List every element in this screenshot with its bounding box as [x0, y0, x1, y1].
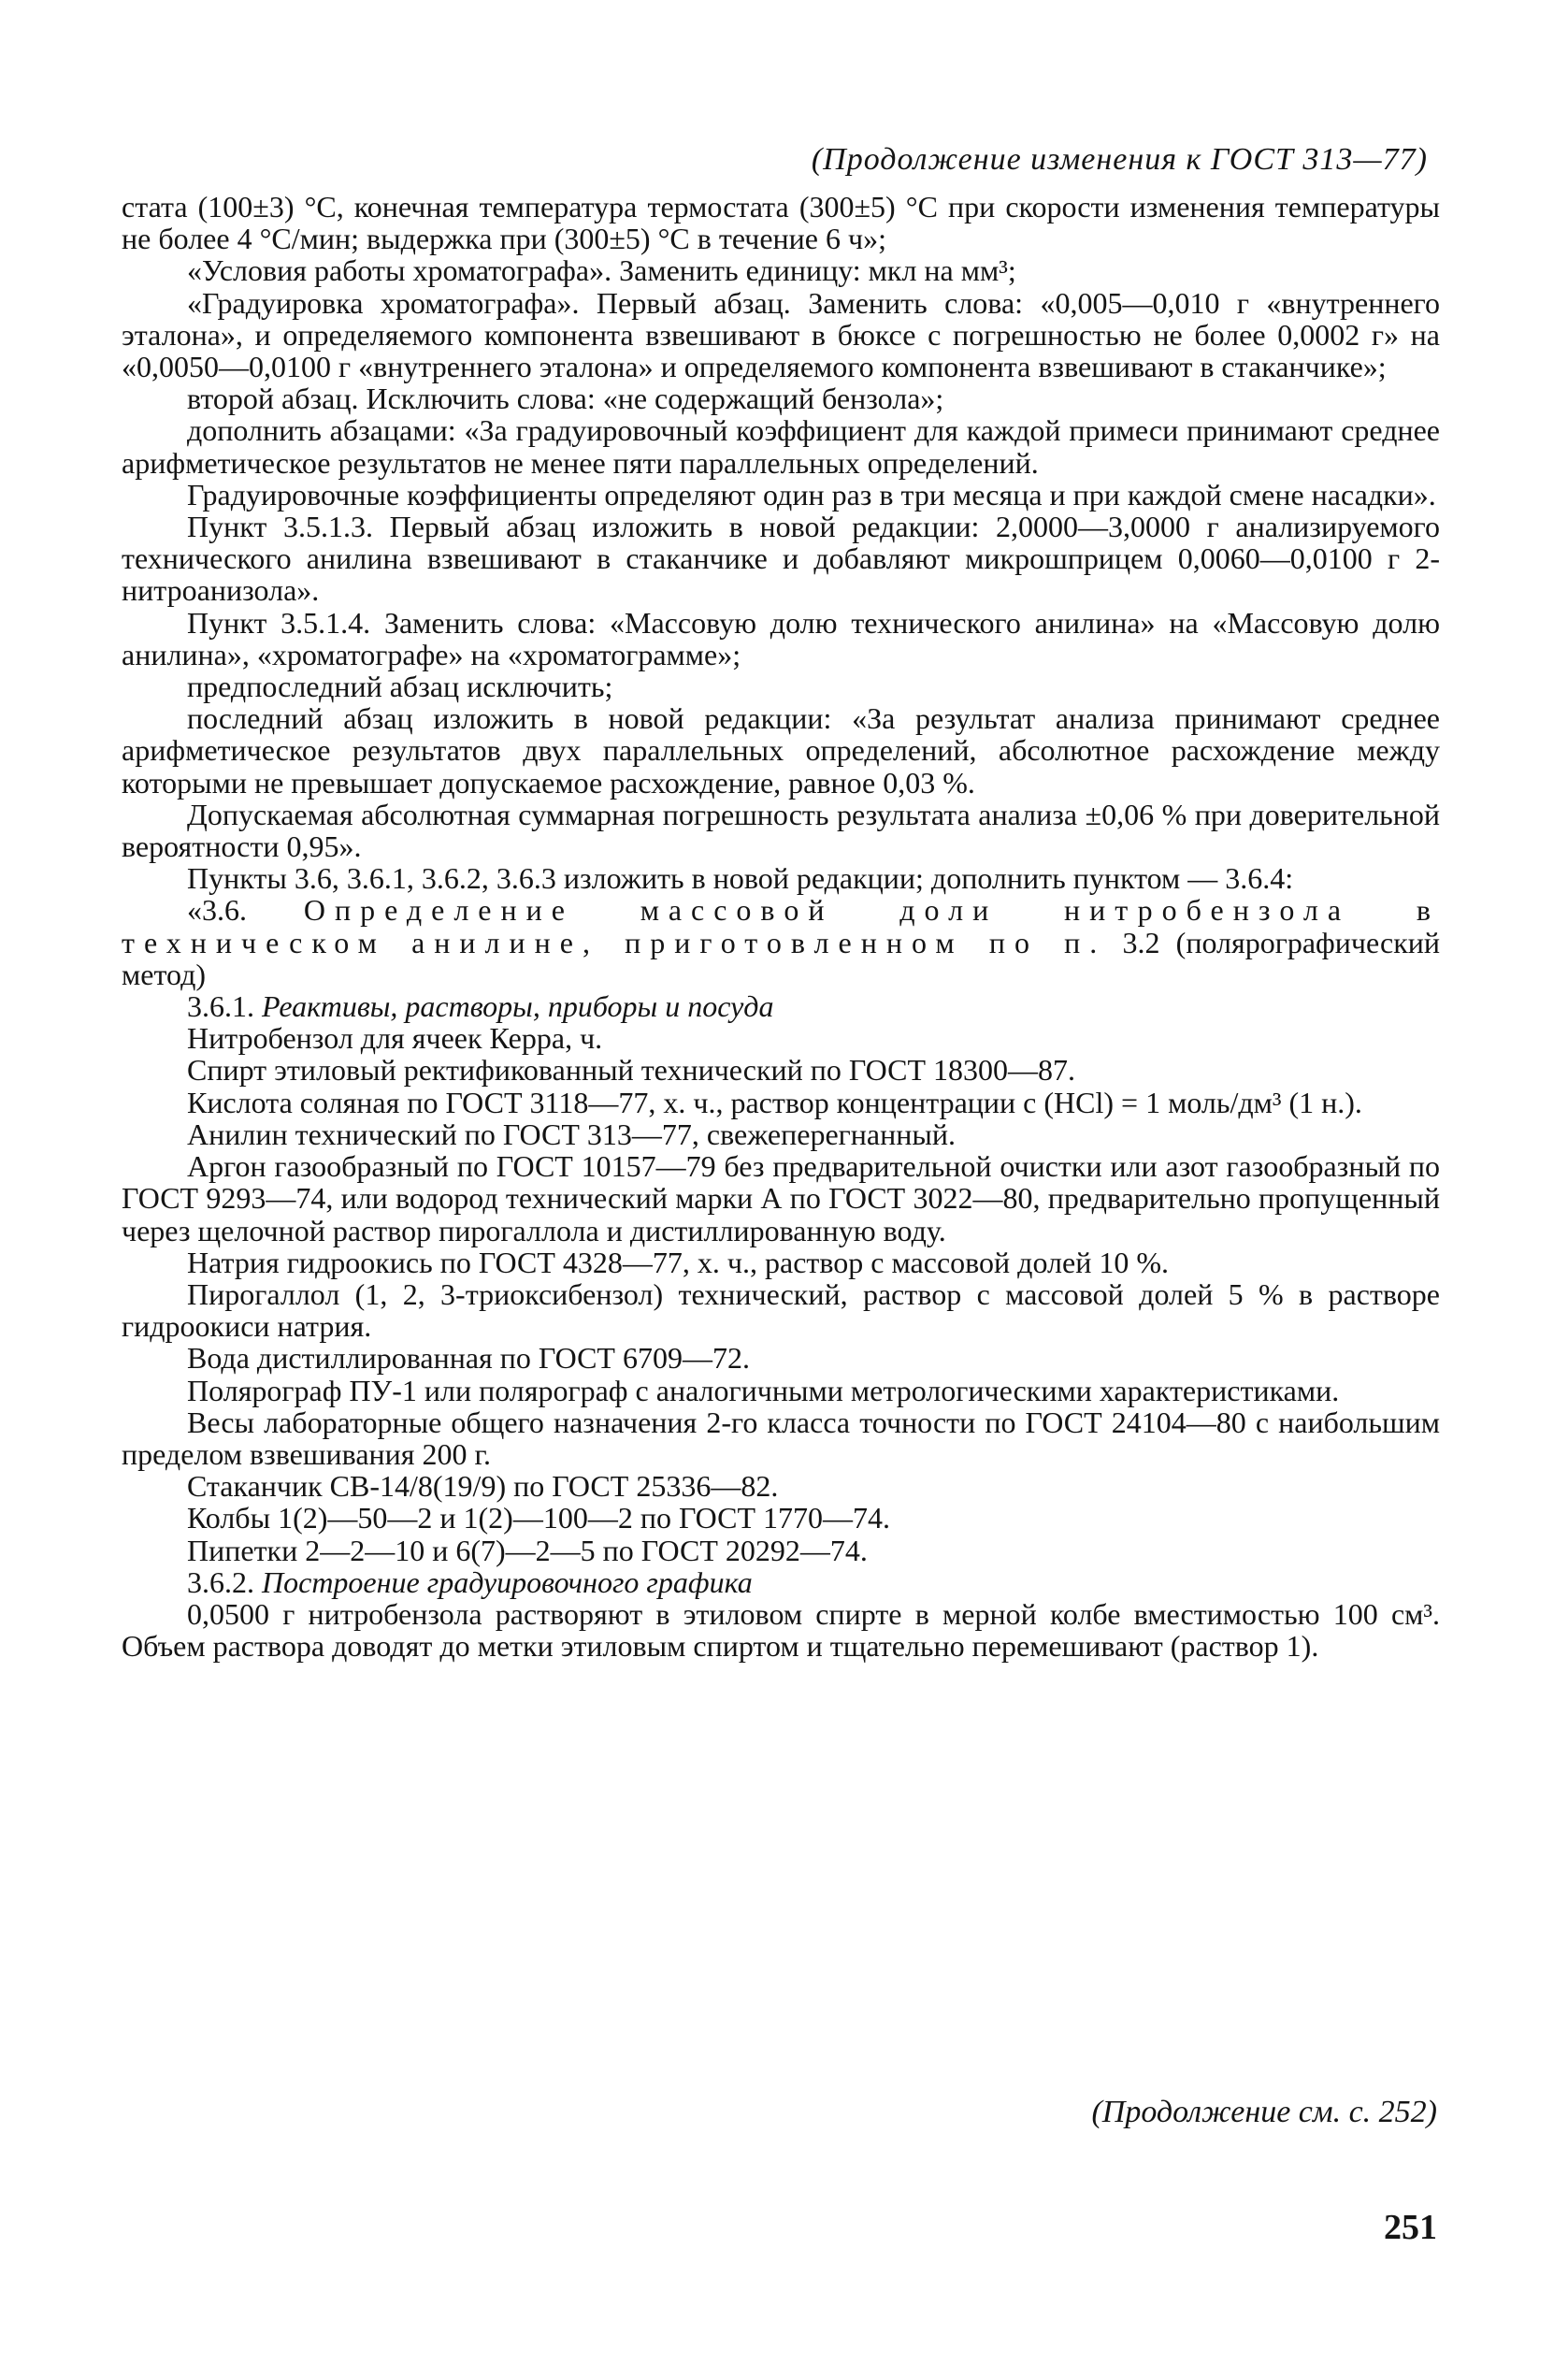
- subsection-1-heading: [122, 990, 1440, 1022]
- final-paragraph: 0,0500 г нитробензола растворяют в этиловом спирте в мерной колбе вместимостью 100 см³. Объем раствора доводят до метки этиловым спиртом и тщательно перемешивают (раствор 1).: [122, 1596, 1440, 1664]
- reagent-item: Вода дистиллированная по ГОСТ 6709—72.: [187, 1341, 750, 1376]
- reagent-item: Нитробензол для ячеек Керра, ч.: [187, 1021, 603, 1056]
- paragraph: Пункт 3.5.1.3. Первый абзац изложить в новой редакции: 2,0000—3,0000 г анализируемого технического анилина взвешивают в стаканчике и добавляют микрошприцем 0,0060—0,0100 г 2-нитроанизола».: [122, 510, 1440, 608]
- reagent-item: Натрия гидроокись по ГОСТ 4328—77, х. ч., раствор с массовой долей 10 %.: [187, 1245, 1169, 1279]
- paragraph: дополнить абзацами: «За градуировочный коэффициент для каждой примеси принимают среднее арифметическое результатов не менее пяти параллельных определений.: [122, 413, 1440, 480]
- continuation-footer: (Продолжение см. с. 252): [1091, 2095, 1437, 2129]
- subsection-1-title: Реактивы, растворы, приборы и посуда: [262, 989, 774, 1024]
- section-heading-prefix: «3.6.: [187, 893, 247, 928]
- paragraph: предпоследний абзац исключить;: [187, 670, 613, 704]
- paragraph: последний абзац изложить в новой редакции: «За результат анализа принимают среднее арифметическое результатов двух параллельных определений, абсолютное расхождение между которыми не превышает допускаемое расхождение, равное 0,03 %.: [122, 701, 1440, 800]
- reagent-item: Колбы 1(2)—50—2 и 1(2)—100—2 по ГОСТ 1770—74.: [187, 1501, 891, 1535]
- paragraph: Допускаемая абсолютная суммарная погрешность результата анализа ±0,06 % при доверительной вероятности 0,95».: [122, 797, 1440, 864]
- reagent-item: Весы лабораторные общего назначения 2-го класса точности по ГОСТ 24104—80 с наибольшим пределом взвешивания 200 г.: [122, 1405, 1440, 1471]
- page-number: 251: [1384, 2208, 1437, 2247]
- subsection-2-heading: [122, 1566, 1440, 1598]
- subsection-2-title: Построение градуировочного графика: [262, 1564, 753, 1599]
- paragraph: «Условия работы хроматографа». Заменить единицу: мкл на мм³;: [187, 253, 1016, 288]
- reagent-item: Аргон газообразный по ГОСТ 10157—79 без предварительной очистки или азот газообразный по ГОСТ 9293—74, или водород технический марки А по ГОСТ 3022—80, предварительно пропущенный через щелочной раствор пирогаллола и дистиллированную воду.: [122, 1149, 1440, 1247]
- reagent-item: Спирт этиловый ректификованный технический по ГОСТ 18300—87.: [187, 1053, 1076, 1088]
- reagents-list: [122, 1022, 1440, 1565]
- reagent-item: Пипетки 2—2—10 и 6(7)—2—5 по ГОСТ 20292—74.: [187, 1533, 868, 1567]
- section-heading: [122, 894, 1440, 990]
- subsection-2-number: 3.6.2.: [187, 1564, 254, 1599]
- section-heading-spaced: Определение массовой доли нитробензола в техническом анилине, приготовленном по п.: [122, 893, 1440, 959]
- continuation-header: (Продолжение изменения к ГОСТ 313—77): [811, 142, 1428, 177]
- subsection-1-number: 3.6.1.: [187, 989, 254, 1024]
- paragraph: Пункты 3.6, 3.6.1, 3.6.2, 3.6.3 изложить в новой редакции; дополнить пунктом — 3.6.4:: [187, 861, 1294, 896]
- section-heading-rest: 3.2 (полярографический метод): [122, 925, 1441, 991]
- reagent-item: Стаканчик СВ-14/8(19/9) по ГОСТ 25336—82.: [187, 1469, 779, 1504]
- reagent-item: Полярограф ПУ-1 или полярограф с аналогичными метрологическими характеристиками.: [187, 1373, 1340, 1407]
- document-body: [122, 191, 1440, 1662]
- paragraphs-block: [122, 191, 1440, 894]
- paragraph: «Градуировка хроматографа». Первый абзац. Заменить слова: «0,005—0,010 г «внутреннего эталона», и определяемого компонента взвешивают в бюксе с погрешностью не более 0,0002 г» на «0,0050—0,0100 г «внутреннего эталона» и определяемого компонента взвешивают в стаканчике»;: [122, 285, 1440, 384]
- paragraph: стата (100±3) °С, конечная температура термостата (300±5) °С при скорости изменения температуры не более 4 °С/мин; выдержка при (300±5) °С в течение 6 ч»;: [122, 190, 1440, 256]
- paragraph: Пункт 3.5.1.4. Заменить слова: «Массовую долю технического анилина» на «Массовую долю анилина», «хроматографе» на «хроматограмме»;: [122, 605, 1440, 671]
- paragraph: Градуировочные коэффициенты определяют один раз в три месяца и при каждой смене насадки».: [187, 477, 1436, 512]
- reagent-item: Кислота соляная по ГОСТ 3118—77, х. ч., раствор концентрации с (HCl) = 1 моль/дм³ (1 н.).: [187, 1085, 1362, 1119]
- reagent-item: Анилин технический по ГОСТ 313—77, свежеперегнанный.: [187, 1117, 956, 1151]
- reagent-item: Пирогаллол (1, 2, 3-триоксибензол) технический, раствор с массовой долей 5 % в растворе гидроокиси натрия.: [122, 1276, 1440, 1344]
- paragraph: второй абзац. Исключить слова: «не содержащий бензола»;: [187, 382, 944, 416]
